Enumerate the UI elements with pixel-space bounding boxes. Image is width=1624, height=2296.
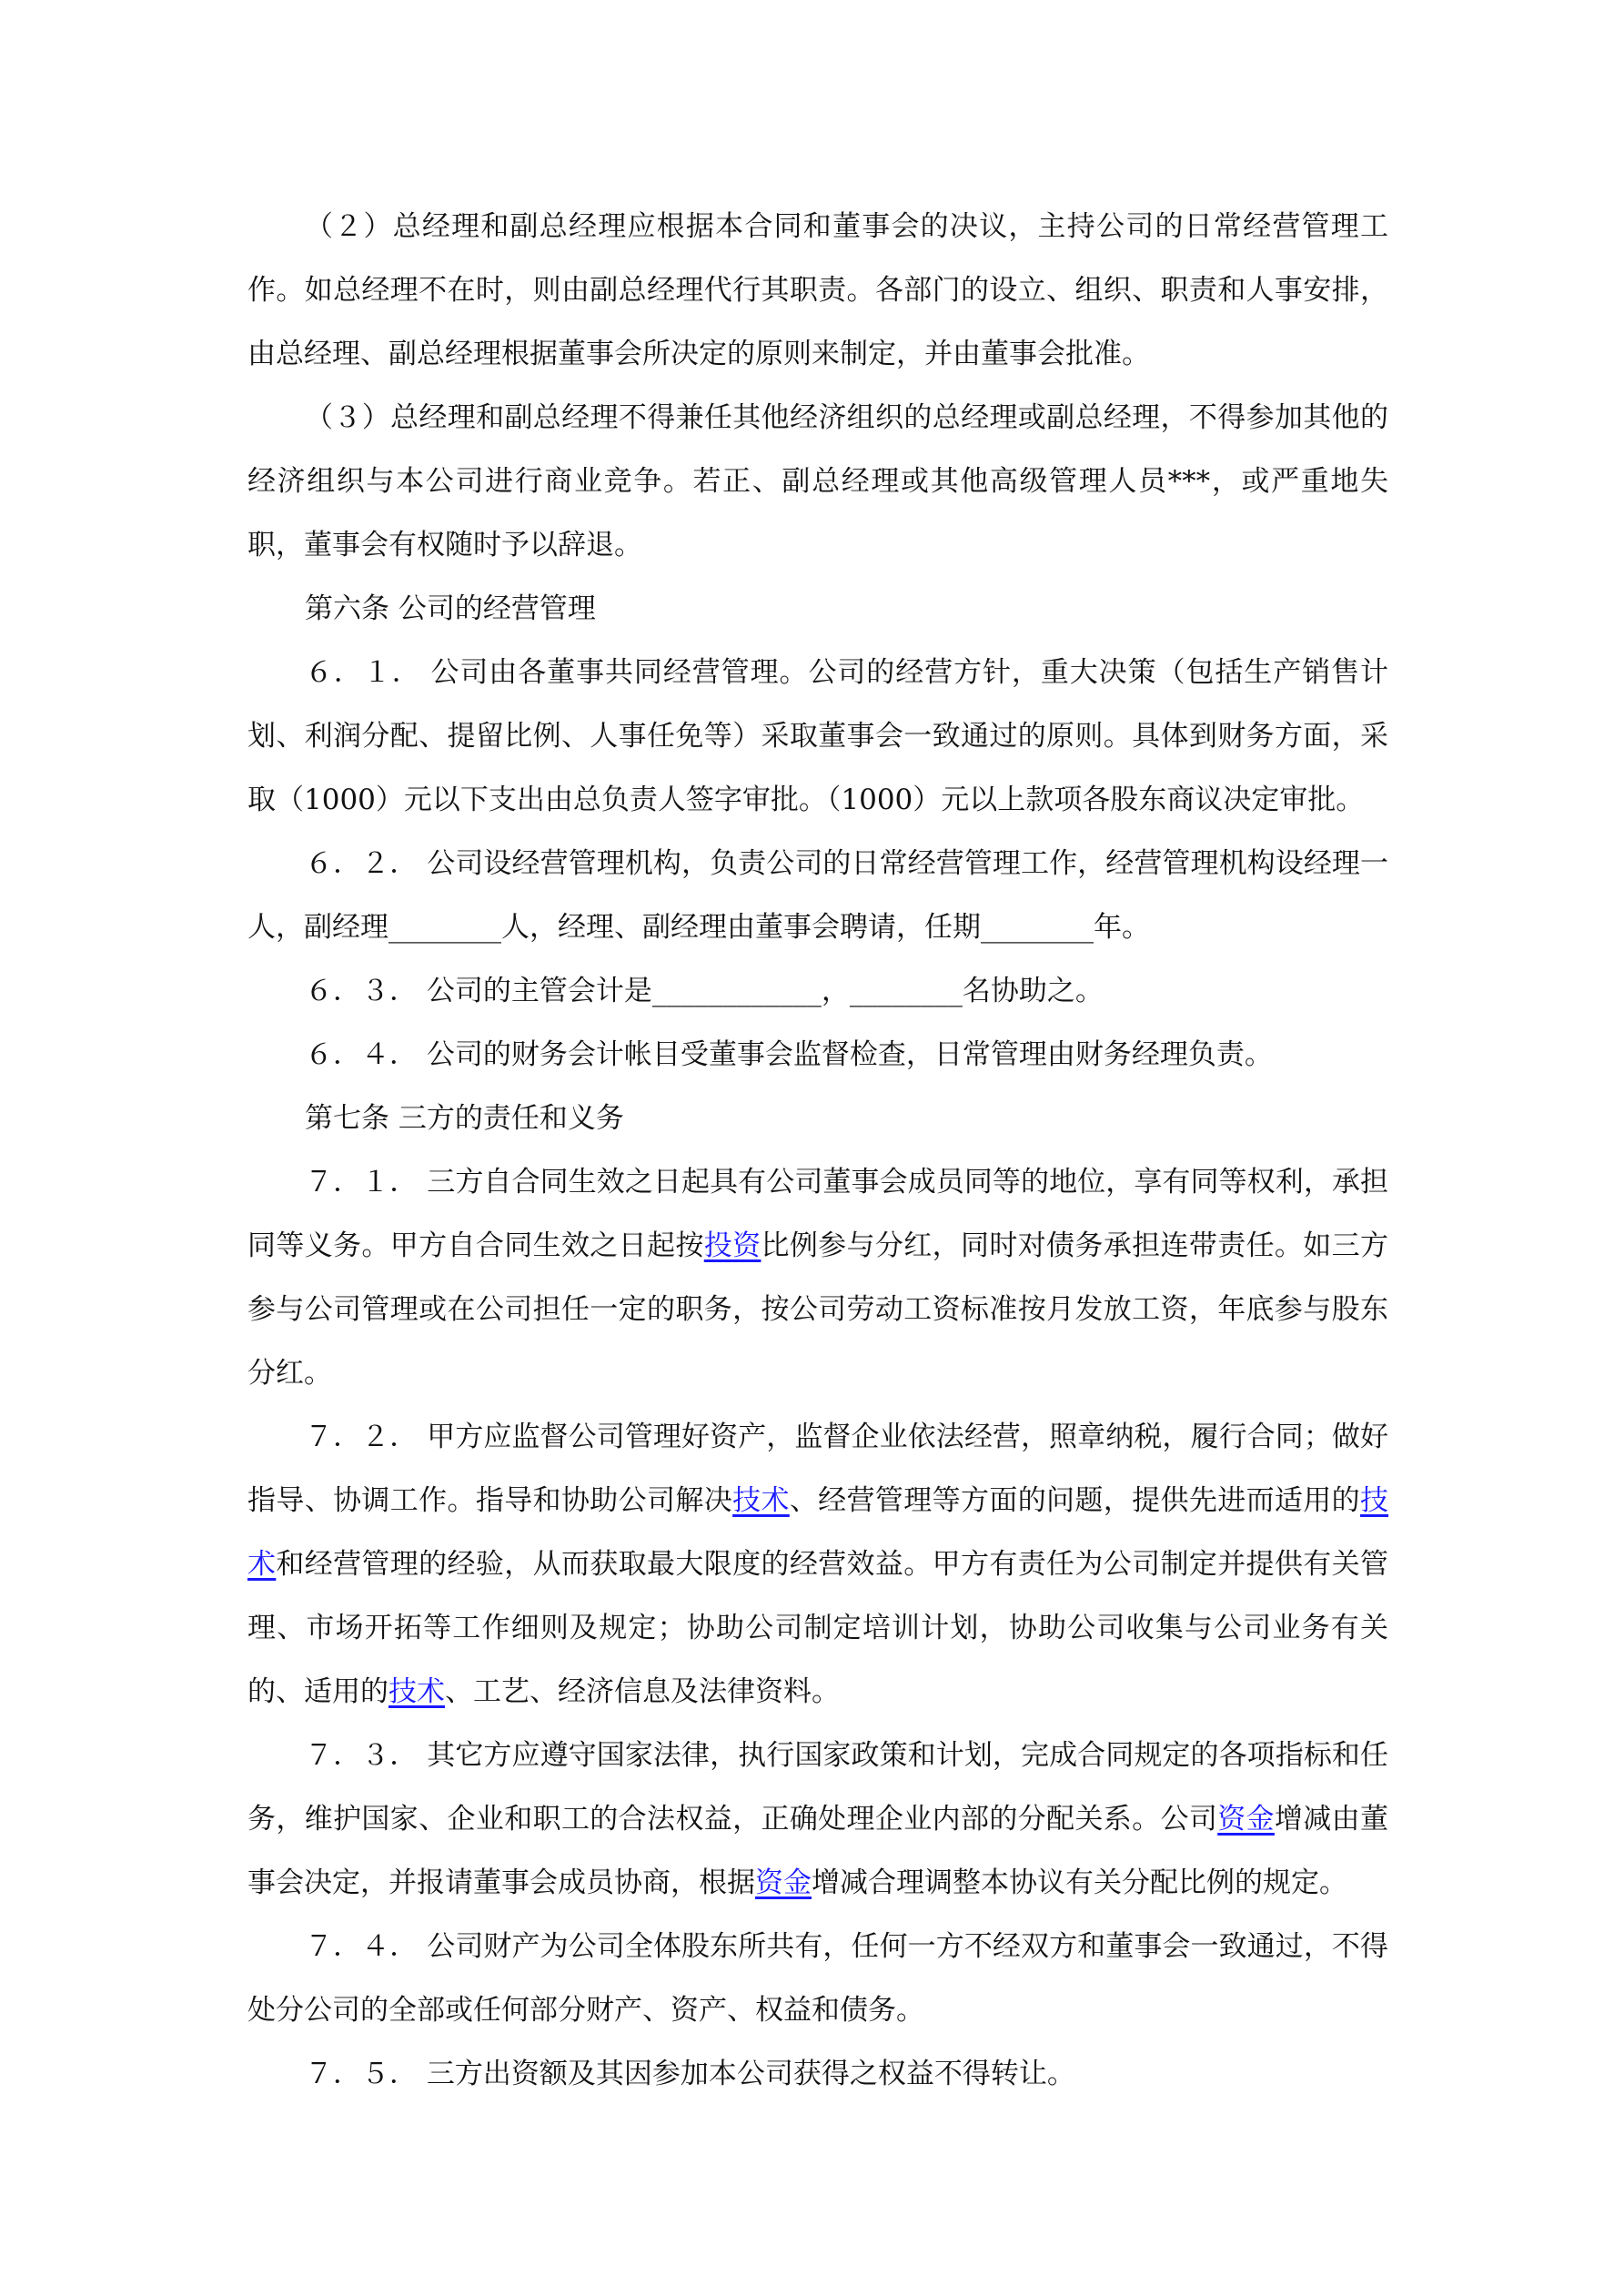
paragraph-text: ６．２． 公司设经营管理机构，负责公司的日常经营管理工作，经营管理机构设经理一人，副经理________人，经理、副经理由董事会聘请，任期________年。 [247, 847, 1388, 944]
paragraph-text: ７．１． 三方自合同生效之日起具有公司董事会成员同等的地位，享有同等权利，承担同等义务。甲方自合同生效之日起按 [247, 1166, 1388, 1262]
paragraph [247, 2042, 1388, 2106]
paragraph-text: ７．５． 三方出资额及其因参加本公司获得之权益不得转让。 [305, 2058, 1075, 2090]
paragraph [247, 386, 1388, 577]
inline-link[interactable]: 技术 [388, 1675, 445, 1708]
inline-link[interactable]: 资金 [755, 1866, 812, 1899]
paragraph-text: 和经营管理的经验，从而获取最大限度的经营效益。甲方有责任为公司制定并提供有关管理、市场开拓等工作细则及规定；协助公司制定培训计划，协助公司收集与公司业务有关的、适用的 [247, 1548, 1388, 1708]
paragraph-text: 第七条 三方的责任和义务 [305, 1102, 624, 1135]
document-page [247, 195, 1388, 2106]
paragraph [247, 1087, 1388, 1150]
paragraph [247, 1724, 1388, 1915]
paragraph-text: （３）总经理和副总经理不得兼任其他经济组织的总经理或副总经理，不得参加其他的经济组织与本公司进行商业竞争。若正、副总经理或其他高级管理人员***，或严重地失职，董事会有权随时予以辞退。 [247, 401, 1388, 561]
paragraph-text: ６．４． 公司的财务会计帐目受董事会监督检查，日常管理由财务经理负责。 [305, 1038, 1273, 1071]
paragraph-text: ６．１． 公司由各董事共同经营管理。公司的经营方针，重大决策（包括生产销售计划、利润分配、提留比例、人事任免等）采取董事会一致通过的原则。具体到财务方面，采取（1000）元以下支出由总负责人签字审批。（1000）元以上款项各股东商议决定审批。 [247, 656, 1388, 816]
paragraph [247, 832, 1388, 959]
paragraph [247, 1405, 1388, 1724]
paragraph [247, 959, 1388, 1023]
inline-link[interactable]: 投资 [703, 1229, 762, 1262]
paragraph-text: 增减合理调整本协议有关分配比例的规定。 [812, 1866, 1347, 1899]
paragraph-text: （２）总经理和副总经理应根据本合同和董事会的决议，主持公司的日常经营管理工作。如总经理不在时，则由副总经理代行其职责。各部门的设立、组织、职责和人事安排，由总经理、副总经理根据董事会所决定的原则来制定，并由董事会批准。 [247, 210, 1388, 370]
paragraph-text: 比例参与分红，同时对债务承担连带责任。如三方参与公司管理或在公司担任一定的职务，按公司劳动工资标准按月发放工资，年底参与股东分红。 [247, 1229, 1389, 1390]
inline-link[interactable]: 资金 [1217, 1803, 1275, 1836]
paragraph-text: 第六条 公司的经营管理 [305, 592, 596, 625]
paragraph [247, 1023, 1388, 1087]
paragraph-text: ７．２． 甲方应监督公司管理好资产，监督企业依法经营，照章纳税，履行合同；做好指导、协调工作。指导和协助公司解决 [247, 1421, 1388, 1517]
paragraph-text: 增减由董事会决定，并报请董事会成员协商，根据 [247, 1803, 1388, 1899]
paragraph-text: ７．４． 公司财产为公司全体股东所共有，任何一方不经双方和董事会一致通过，不得处分公司的全部或任何部分财产、资产、权益和债务。 [247, 1930, 1388, 2027]
paragraph-text: 、经营管理等方面的问题，提供先进而适用的 [789, 1484, 1361, 1517]
paragraph [247, 1915, 1388, 2042]
paragraph-text: ７．３． 其它方应遵守国家法律，执行国家政策和计划，完成合同规定的各项指标和任务，维护国家、企业和职工的合法权益，正确处理企业内部的分配关系。公司 [247, 1739, 1388, 1836]
paragraph-text: 、工艺、经济信息及法律资料。 [445, 1675, 840, 1708]
paragraph [247, 1150, 1388, 1405]
inline-link[interactable]: 技术 [732, 1484, 790, 1517]
paragraph-text: ６．３． 公司的主管会计是____________，________名协助之。 [305, 975, 1104, 1007]
paragraph [247, 195, 1388, 386]
paragraph [247, 577, 1388, 641]
inline-link[interactable]: 技术 [247, 1484, 1389, 1581]
paragraph [247, 641, 1388, 832]
